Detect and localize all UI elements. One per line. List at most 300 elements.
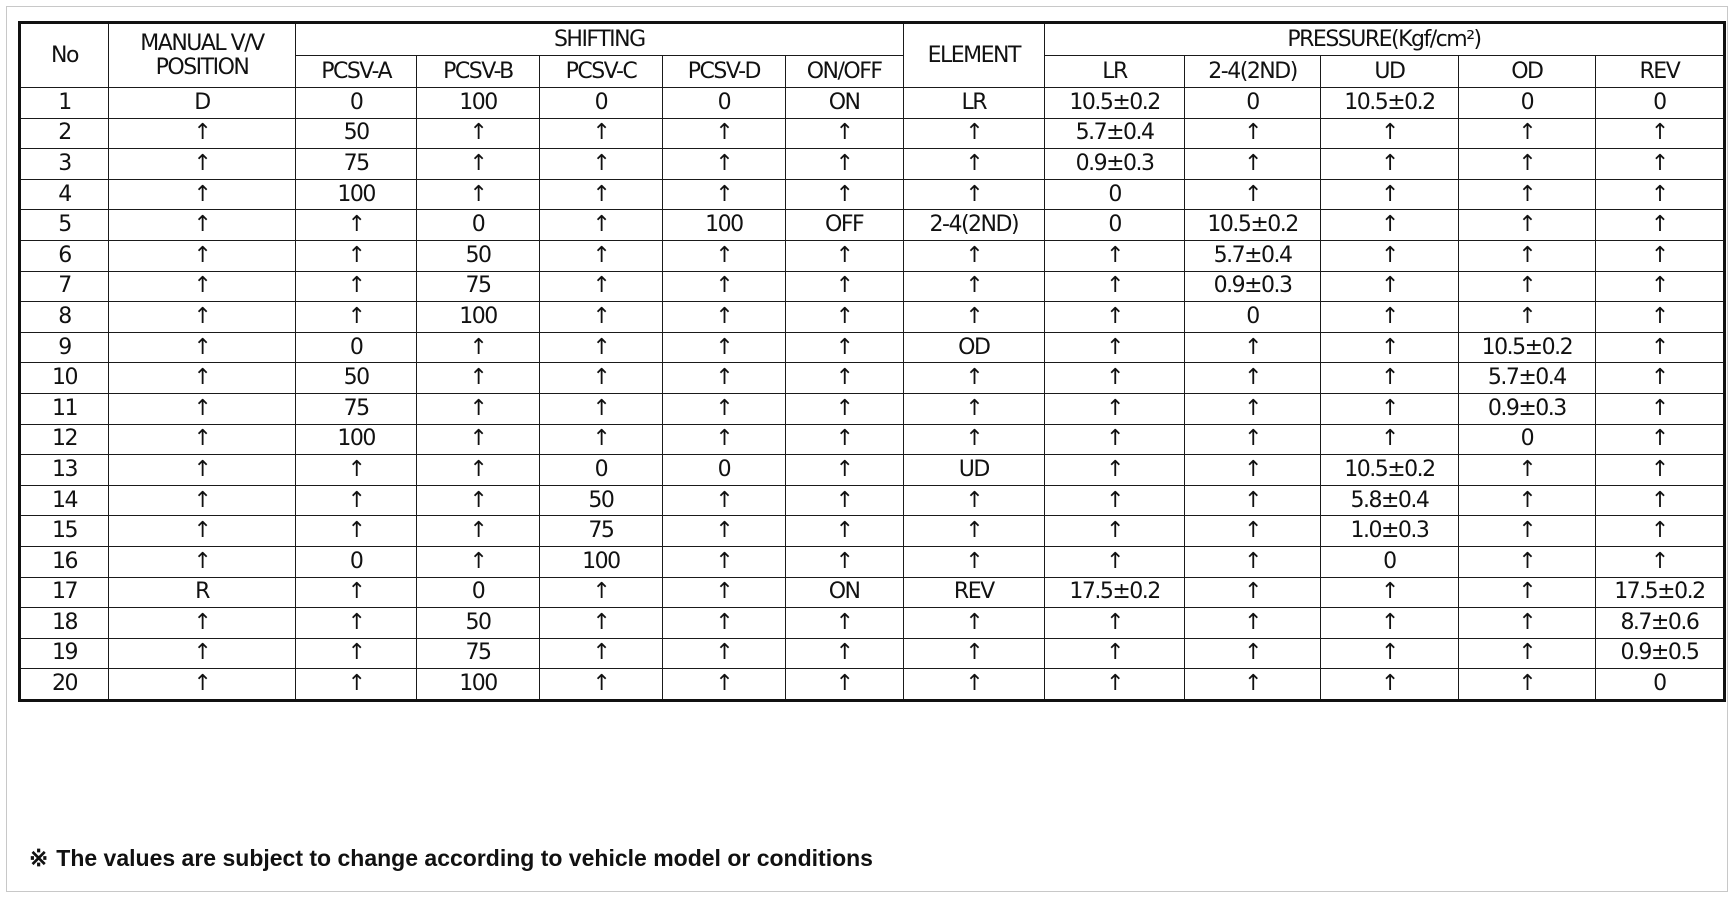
- cell-no: 10: [20, 363, 109, 394]
- cell-pcsv-d: 0: [663, 455, 785, 486]
- col-header-pcsv-d: PCSV-D: [663, 56, 785, 88]
- cell-lr: ↑: [1044, 240, 1184, 271]
- reference-mark: ※: [29, 845, 49, 871]
- cell-pcsv-a: 0: [295, 88, 416, 119]
- cell-manual-vv-position: ↑: [109, 546, 296, 577]
- col-header-pcsv-c: PCSV-C: [539, 56, 663, 88]
- cell-on-off: ↑: [785, 669, 903, 701]
- cell-pcsv-b: ↑: [417, 179, 539, 210]
- cell-no: 9: [20, 332, 109, 363]
- cell-on-off: ↑: [785, 516, 903, 547]
- col-header-manual-vv-position: [109, 23, 296, 88]
- cell-no: 7: [20, 271, 109, 302]
- table-body: [20, 88, 1725, 701]
- cell-rev: ↑: [1595, 149, 1724, 180]
- cell-pcsv-a: 50: [295, 118, 416, 149]
- cell-no: 3: [20, 149, 109, 180]
- cell-ud: ↑: [1320, 608, 1458, 639]
- cell-lr: ↑: [1044, 638, 1184, 669]
- col-header-element: ELEMENT: [903, 23, 1044, 88]
- footnote-text: The values are subject to change according to vehicle model or conditions: [56, 845, 873, 871]
- cell-ud: ↑: [1320, 210, 1458, 241]
- cell-on-off: ↑: [785, 608, 903, 639]
- cell-on-off: ↑: [785, 546, 903, 577]
- cell-2-4-2nd: ↑: [1185, 363, 1321, 394]
- cell-2-4-2nd: 10.5±0.2: [1185, 210, 1321, 241]
- cell-2-4-2nd: ↑: [1185, 669, 1321, 701]
- cell-rev: ↑: [1595, 516, 1724, 547]
- cell-lr: ↑: [1044, 424, 1184, 455]
- cell-manual-vv-position: ↑: [109, 149, 296, 180]
- cell-pcsv-b: ↑: [417, 332, 539, 363]
- cell-2-4-2nd: ↑: [1185, 424, 1321, 455]
- cell-2-4-2nd: 0: [1185, 88, 1321, 119]
- cell-pcsv-c: ↑: [539, 210, 663, 241]
- cell-pcsv-a: ↑: [295, 240, 416, 271]
- cell-od: ↑: [1458, 149, 1595, 180]
- cell-no: 17: [20, 577, 109, 608]
- cell-ud: ↑: [1320, 118, 1458, 149]
- cell-2-4-2nd: ↑: [1185, 149, 1321, 180]
- cell-od: ↑: [1458, 638, 1595, 669]
- cell-rev: ↑: [1595, 546, 1724, 577]
- cell-pcsv-d: ↑: [663, 638, 785, 669]
- cell-pcsv-c: ↑: [539, 240, 663, 271]
- cell-pcsv-b: ↑: [417, 485, 539, 516]
- cell-pcsv-d: ↑: [663, 240, 785, 271]
- cell-element: ↑: [903, 516, 1044, 547]
- cell-od: ↑: [1458, 608, 1595, 639]
- cell-rev: ↑: [1595, 424, 1724, 455]
- cell-pcsv-a: 50: [295, 363, 416, 394]
- cell-od: ↑: [1458, 210, 1595, 241]
- cell-lr: 10.5±0.2: [1044, 88, 1184, 119]
- cell-2-4-2nd: ↑: [1185, 179, 1321, 210]
- cell-ud: ↑: [1320, 669, 1458, 701]
- cell-od: ↑: [1458, 271, 1595, 302]
- table-row: [20, 516, 1725, 547]
- cell-ud: 10.5±0.2: [1320, 455, 1458, 486]
- cell-manual-vv-position: ↑: [109, 240, 296, 271]
- cell-pcsv-c: ↑: [539, 669, 663, 701]
- cell-pcsv-c: ↑: [539, 393, 663, 424]
- group-header-pressure: PRESSURE(Kgf/cm²): [1044, 23, 1724, 56]
- cell-pcsv-c: ↑: [539, 118, 663, 149]
- cell-pcsv-b: ↑: [417, 363, 539, 394]
- header-row-top: [20, 23, 1725, 56]
- table-row: [20, 118, 1725, 149]
- cell-rev: 17.5±0.2: [1595, 577, 1724, 608]
- cell-on-off: ↑: [785, 332, 903, 363]
- cell-pcsv-d: ↑: [663, 485, 785, 516]
- cell-on-off: ↑: [785, 638, 903, 669]
- cell-pcsv-b: 50: [417, 240, 539, 271]
- cell-lr: 5.7±0.4: [1044, 118, 1184, 149]
- cell-no: 2: [20, 118, 109, 149]
- group-header-shifting: SHIFTING: [295, 23, 903, 56]
- cell-pcsv-a: ↑: [295, 608, 416, 639]
- cell-rev: ↑: [1595, 240, 1724, 271]
- table-row: [20, 332, 1725, 363]
- col-header-2-4-2nd: 2-4(2ND): [1185, 56, 1321, 88]
- cell-manual-vv-position: ↑: [109, 302, 296, 333]
- cell-pcsv-a: 100: [295, 179, 416, 210]
- cell-no: 8: [20, 302, 109, 333]
- table-row: [20, 485, 1725, 516]
- col-header-on-off: ON/OFF: [785, 56, 903, 88]
- cell-manual-vv-position: ↑: [109, 638, 296, 669]
- cell-lr: 0: [1044, 179, 1184, 210]
- cell-pcsv-d: ↑: [663, 363, 785, 394]
- cell-on-off: ↑: [785, 240, 903, 271]
- cell-manual-vv-position: ↑: [109, 424, 296, 455]
- cell-2-4-2nd: ↑: [1185, 118, 1321, 149]
- cell-rev: ↑: [1595, 179, 1724, 210]
- cell-pcsv-c: ↑: [539, 332, 663, 363]
- cell-rev: ↑: [1595, 302, 1724, 333]
- cell-no: 15: [20, 516, 109, 547]
- pressure-spec-table: [18, 21, 1726, 702]
- cell-no: 20: [20, 669, 109, 701]
- cell-lr: ↑: [1044, 302, 1184, 333]
- cell-od: ↑: [1458, 516, 1595, 547]
- table-row: [20, 179, 1725, 210]
- table-row: [20, 302, 1725, 333]
- cell-element: ↑: [903, 669, 1044, 701]
- cell-pcsv-d: ↑: [663, 546, 785, 577]
- cell-pcsv-a: ↑: [295, 638, 416, 669]
- cell-no: 13: [20, 455, 109, 486]
- cell-manual-vv-position: ↑: [109, 210, 296, 241]
- cell-ud: 0: [1320, 546, 1458, 577]
- cell-ud: ↑: [1320, 149, 1458, 180]
- cell-od: ↑: [1458, 669, 1595, 701]
- cell-pcsv-a: ↑: [295, 577, 416, 608]
- cell-manual-vv-position: ↑: [109, 455, 296, 486]
- cell-on-off: ↑: [785, 302, 903, 333]
- cell-on-off: ↑: [785, 485, 903, 516]
- cell-manual-vv-position: ↑: [109, 332, 296, 363]
- cell-2-4-2nd: ↑: [1185, 332, 1321, 363]
- cell-element: ↑: [903, 271, 1044, 302]
- cell-ud: 10.5±0.2: [1320, 88, 1458, 119]
- cell-pcsv-c: 50: [539, 485, 663, 516]
- cell-pcsv-d: ↑: [663, 302, 785, 333]
- cell-ud: ↑: [1320, 240, 1458, 271]
- cell-pcsv-a: 100: [295, 424, 416, 455]
- col-header-od: OD: [1458, 56, 1595, 88]
- table-row: [20, 455, 1725, 486]
- col-header-rev: REV: [1595, 56, 1724, 88]
- cell-no: 14: [20, 485, 109, 516]
- cell-pcsv-d: ↑: [663, 118, 785, 149]
- cell-od: ↑: [1458, 240, 1595, 271]
- cell-pcsv-c: ↑: [539, 271, 663, 302]
- cell-od: 0: [1458, 424, 1595, 455]
- cell-element: UD: [903, 455, 1044, 486]
- cell-no: 5: [20, 210, 109, 241]
- cell-pcsv-d: ↑: [663, 332, 785, 363]
- cell-element: ↑: [903, 179, 1044, 210]
- cell-on-off: ↑: [785, 455, 903, 486]
- table-row: [20, 363, 1725, 394]
- cell-pcsv-d: 0: [663, 88, 785, 119]
- cell-od: ↑: [1458, 179, 1595, 210]
- cell-lr: ↑: [1044, 455, 1184, 486]
- cell-ud: 5.8±0.4: [1320, 485, 1458, 516]
- cell-rev: ↑: [1595, 485, 1724, 516]
- cell-lr: ↑: [1044, 363, 1184, 394]
- cell-element: ↑: [903, 118, 1044, 149]
- cell-lr: ↑: [1044, 271, 1184, 302]
- cell-rev: ↑: [1595, 393, 1724, 424]
- cell-element: 2-4(2ND): [903, 210, 1044, 241]
- cell-pcsv-b: ↑: [417, 546, 539, 577]
- cell-pcsv-a: ↑: [295, 455, 416, 486]
- cell-rev: ↑: [1595, 332, 1724, 363]
- cell-pcsv-d: ↑: [663, 424, 785, 455]
- cell-ud: ↑: [1320, 363, 1458, 394]
- cell-ud: ↑: [1320, 577, 1458, 608]
- table-row: [20, 88, 1725, 119]
- col-header-lr: LR: [1044, 56, 1184, 88]
- cell-pcsv-d: ↑: [663, 608, 785, 639]
- cell-lr: 0: [1044, 210, 1184, 241]
- cell-manual-vv-position: ↑: [109, 608, 296, 639]
- cell-ud: 1.0±0.3: [1320, 516, 1458, 547]
- cell-element: ↑: [903, 393, 1044, 424]
- cell-pcsv-d: ↑: [663, 179, 785, 210]
- cell-pcsv-a: ↑: [295, 210, 416, 241]
- cell-rev: ↑: [1595, 455, 1724, 486]
- cell-pcsv-a: 75: [295, 393, 416, 424]
- cell-pcsv-d: 100: [663, 210, 785, 241]
- cell-on-off: OFF: [785, 210, 903, 241]
- col-header-no: No: [20, 23, 109, 88]
- cell-2-4-2nd: 0: [1185, 302, 1321, 333]
- cell-pcsv-c: ↑: [539, 608, 663, 639]
- cell-rev: ↑: [1595, 118, 1724, 149]
- cell-lr: ↑: [1044, 608, 1184, 639]
- cell-lr: ↑: [1044, 669, 1184, 701]
- cell-element: ↑: [903, 638, 1044, 669]
- cell-2-4-2nd: 5.7±0.4: [1185, 240, 1321, 271]
- cell-ud: ↑: [1320, 302, 1458, 333]
- cell-no: 1: [20, 88, 109, 119]
- table-row: [20, 210, 1725, 241]
- cell-on-off: ↑: [785, 149, 903, 180]
- cell-on-off: ↑: [785, 363, 903, 394]
- cell-element: ↑: [903, 363, 1044, 394]
- cell-element: OD: [903, 332, 1044, 363]
- cell-ud: ↑: [1320, 332, 1458, 363]
- cell-on-off: ON: [785, 88, 903, 119]
- cell-lr: ↑: [1044, 332, 1184, 363]
- cell-2-4-2nd: 0.9±0.3: [1185, 271, 1321, 302]
- cell-manual-vv-position: R: [109, 577, 296, 608]
- cell-manual-vv-position: ↑: [109, 179, 296, 210]
- table-row: [20, 577, 1725, 608]
- cell-2-4-2nd: ↑: [1185, 546, 1321, 577]
- cell-lr: 17.5±0.2: [1044, 577, 1184, 608]
- cell-pcsv-a: ↑: [295, 669, 416, 701]
- table-row: [20, 546, 1725, 577]
- cell-no: 18: [20, 608, 109, 639]
- cell-pcsv-b: 75: [417, 638, 539, 669]
- cell-2-4-2nd: ↑: [1185, 638, 1321, 669]
- cell-lr: ↑: [1044, 516, 1184, 547]
- cell-lr: ↑: [1044, 485, 1184, 516]
- cell-pcsv-a: 0: [295, 546, 416, 577]
- cell-2-4-2nd: ↑: [1185, 608, 1321, 639]
- cell-manual-vv-position: ↑: [109, 393, 296, 424]
- cell-lr: ↑: [1044, 393, 1184, 424]
- cell-rev: 0: [1595, 669, 1724, 701]
- cell-rev: ↑: [1595, 271, 1724, 302]
- cell-rev: 0.9±0.5: [1595, 638, 1724, 669]
- cell-no: 16: [20, 546, 109, 577]
- cell-ud: ↑: [1320, 271, 1458, 302]
- cell-manual-vv-position: D: [109, 88, 296, 119]
- cell-od: 10.5±0.2: [1458, 332, 1595, 363]
- cell-pcsv-d: ↑: [663, 149, 785, 180]
- cell-ud: ↑: [1320, 393, 1458, 424]
- table-row: [20, 669, 1725, 701]
- cell-pcsv-b: 100: [417, 302, 539, 333]
- cell-od: 0: [1458, 88, 1595, 119]
- cell-element: ↑: [903, 608, 1044, 639]
- cell-pcsv-a: 0: [295, 332, 416, 363]
- cell-no: 12: [20, 424, 109, 455]
- cell-pcsv-d: ↑: [663, 516, 785, 547]
- table-row: [20, 240, 1725, 271]
- cell-manual-vv-position: ↑: [109, 516, 296, 547]
- cell-on-off: ↑: [785, 424, 903, 455]
- cell-od: 5.7±0.4: [1458, 363, 1595, 394]
- cell-manual-vv-position: ↑: [109, 363, 296, 394]
- cell-element: ↑: [903, 546, 1044, 577]
- cell-no: 19: [20, 638, 109, 669]
- cell-pcsv-b: 50: [417, 608, 539, 639]
- cell-pcsv-b: ↑: [417, 118, 539, 149]
- cell-pcsv-c: ↑: [539, 424, 663, 455]
- cell-element: LR: [903, 88, 1044, 119]
- cell-pcsv-a: ↑: [295, 302, 416, 333]
- cell-pcsv-b: ↑: [417, 149, 539, 180]
- cell-lr: ↑: [1044, 546, 1184, 577]
- cell-on-off: ↑: [785, 118, 903, 149]
- cell-od: ↑: [1458, 546, 1595, 577]
- cell-2-4-2nd: ↑: [1185, 485, 1321, 516]
- cell-pcsv-a: 75: [295, 149, 416, 180]
- cell-on-off: ↑: [785, 393, 903, 424]
- cell-rev: 0: [1595, 88, 1724, 119]
- cell-pcsv-a: ↑: [295, 271, 416, 302]
- cell-pcsv-c: ↑: [539, 302, 663, 333]
- cell-2-4-2nd: ↑: [1185, 393, 1321, 424]
- cell-pcsv-d: ↑: [663, 271, 785, 302]
- cell-2-4-2nd: ↑: [1185, 455, 1321, 486]
- cell-pcsv-c: 0: [539, 88, 663, 119]
- cell-2-4-2nd: ↑: [1185, 516, 1321, 547]
- cell-element: REV: [903, 577, 1044, 608]
- footnote: [29, 845, 873, 872]
- cell-pcsv-b: 100: [417, 88, 539, 119]
- cell-pcsv-b: ↑: [417, 424, 539, 455]
- cell-on-off: ↑: [785, 179, 903, 210]
- cell-element: ↑: [903, 240, 1044, 271]
- table-row: [20, 638, 1725, 669]
- cell-pcsv-c: ↑: [539, 179, 663, 210]
- cell-no: 4: [20, 179, 109, 210]
- cell-on-off: ON: [785, 577, 903, 608]
- cell-od: ↑: [1458, 577, 1595, 608]
- cell-pcsv-c: ↑: [539, 638, 663, 669]
- cell-pcsv-c: 75: [539, 516, 663, 547]
- table-row: [20, 149, 1725, 180]
- manual-vv-line1: MANUAL V/V: [140, 30, 264, 56]
- manual-vv-line2: POSITION: [155, 54, 249, 80]
- cell-ud: ↑: [1320, 638, 1458, 669]
- cell-pcsv-b: ↑: [417, 516, 539, 547]
- cell-od: 0.9±0.3: [1458, 393, 1595, 424]
- cell-manual-vv-position: ↑: [109, 485, 296, 516]
- cell-no: 11: [20, 393, 109, 424]
- cell-pcsv-a: ↑: [295, 485, 416, 516]
- cell-pcsv-d: ↑: [663, 669, 785, 701]
- cell-pcsv-b: 100: [417, 669, 539, 701]
- cell-od: ↑: [1458, 485, 1595, 516]
- cell-pcsv-a: ↑: [295, 516, 416, 547]
- cell-pcsv-b: 0: [417, 210, 539, 241]
- cell-pcsv-b: ↑: [417, 393, 539, 424]
- cell-manual-vv-position: ↑: [109, 669, 296, 701]
- col-header-ud: UD: [1320, 56, 1458, 88]
- table-row: [20, 424, 1725, 455]
- cell-rev: 8.7±0.6: [1595, 608, 1724, 639]
- cell-od: ↑: [1458, 118, 1595, 149]
- cell-pcsv-c: ↑: [539, 363, 663, 394]
- cell-pcsv-c: 100: [539, 546, 663, 577]
- cell-no: 6: [20, 240, 109, 271]
- col-header-pcsv-b: PCSV-B: [417, 56, 539, 88]
- cell-pcsv-b: 0: [417, 577, 539, 608]
- cell-element: ↑: [903, 149, 1044, 180]
- document-frame: [6, 6, 1728, 892]
- cell-ud: ↑: [1320, 179, 1458, 210]
- table-header: [20, 23, 1725, 88]
- cell-od: ↑: [1458, 302, 1595, 333]
- cell-element: ↑: [903, 302, 1044, 333]
- cell-pcsv-b: ↑: [417, 455, 539, 486]
- cell-pcsv-c: ↑: [539, 149, 663, 180]
- cell-manual-vv-position: ↑: [109, 118, 296, 149]
- col-header-pcsv-a: PCSV-A: [295, 56, 416, 88]
- cell-lr: 0.9±0.3: [1044, 149, 1184, 180]
- cell-element: ↑: [903, 485, 1044, 516]
- cell-pcsv-d: ↑: [663, 393, 785, 424]
- cell-element: ↑: [903, 424, 1044, 455]
- cell-pcsv-c: 0: [539, 455, 663, 486]
- cell-rev: ↑: [1595, 210, 1724, 241]
- table-row: [20, 271, 1725, 302]
- cell-rev: ↑: [1595, 363, 1724, 394]
- cell-manual-vv-position: ↑: [109, 271, 296, 302]
- cell-ud: ↑: [1320, 424, 1458, 455]
- cell-pcsv-c: ↑: [539, 577, 663, 608]
- table-row: [20, 393, 1725, 424]
- cell-pcsv-b: 75: [417, 271, 539, 302]
